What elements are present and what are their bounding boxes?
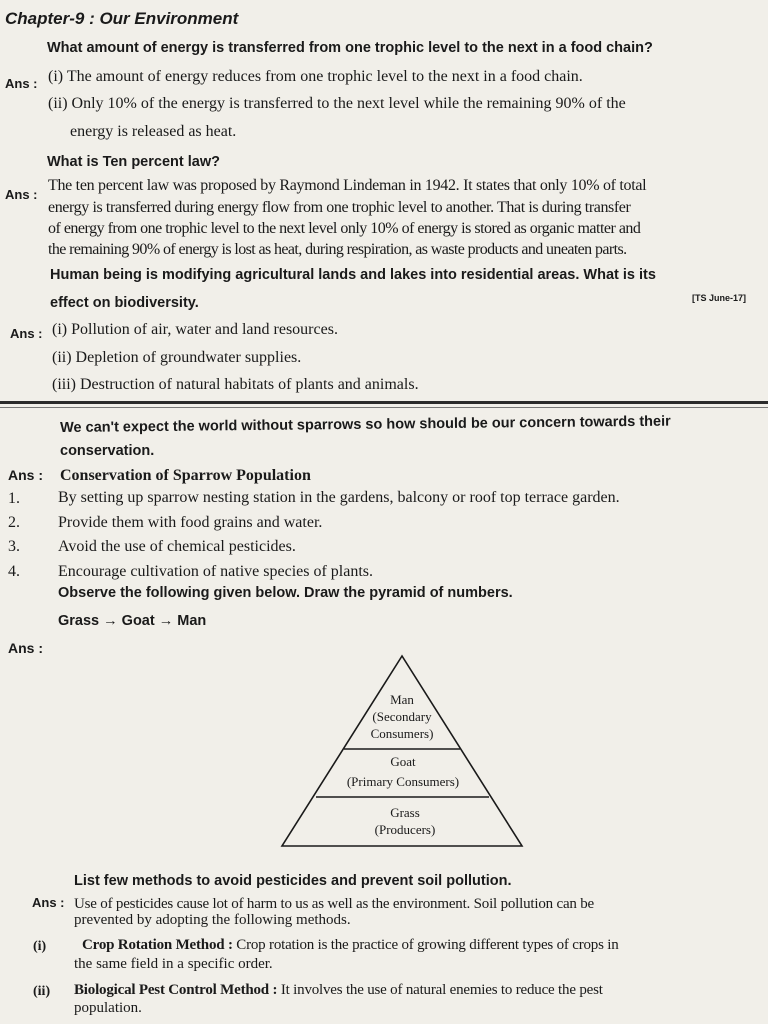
answer-line: prevented by adopting the following methods.	[74, 912, 351, 928]
answer-label: Ans :	[8, 467, 43, 483]
answer-line: Use of pesticides cause lot of harm to us as well as the environment. Soil pollution can be	[74, 896, 595, 912]
pyramid-top-sub: (Secondary	[372, 709, 432, 724]
answer-line: (ii) Depletion of groundwater supplies.	[52, 349, 302, 366]
answer-line: energy is released as heat.	[70, 123, 237, 140]
pyramid-top-label: Man	[390, 692, 414, 707]
method-title: Crop Rotation Method :	[82, 937, 233, 953]
method-crop-rotation	[82, 937, 619, 954]
question-biodiversity: Human being is modifying agricultural lands and lakes into residential areas. What is its	[50, 267, 656, 283]
answer-label: Ans :	[5, 76, 38, 91]
answer-line: energy is transferred during energy flow from one trophic level to another. That is during transfer	[48, 199, 631, 216]
method-number: (ii)	[33, 984, 51, 999]
answer-line: the same field in a specific order.	[74, 956, 273, 972]
list-item: Encourage cultivation of native species of plants.	[58, 563, 374, 580]
exam-tag: [TS June-17]	[692, 293, 747, 303]
method-text: It involves the use of natural enemies to reduce the pest	[277, 982, 603, 998]
pyramid-top-sub: Consumers)	[370, 726, 434, 741]
answer-label: Ans :	[10, 326, 43, 341]
list-number: 1.	[8, 490, 20, 507]
answer-line: The ten percent law was proposed by Raymond Lindeman in 1942. It states that only 10% of total	[48, 177, 647, 194]
list-number: 2.	[8, 514, 20, 531]
answer-line: (iii) Destruction of natural habitats of plants and animals.	[52, 376, 419, 393]
answer-label: Ans :	[8, 640, 43, 656]
pyramid-bottom-label: Grass	[390, 805, 420, 820]
pyramid-middle-label: Goat	[390, 754, 416, 769]
food-chain: Grass → Goat → Man	[58, 613, 207, 629]
method-biological-control	[74, 982, 603, 999]
question-sparrows-cont: conservation.	[60, 443, 155, 459]
answer-line: (i) The amount of energy reduces from one trophic level to the next in a food chain.	[48, 68, 583, 85]
method-text: Crop rotation is the practice of growing different types of crops in	[232, 937, 619, 953]
answer-line: of energy from one trophic level to the next level only 10% of energy is stored as organic matter and	[48, 220, 641, 237]
answer-line: the remaining 90% of energy is lost as heat, during respiration, as waste products and uneaten parts.	[48, 241, 627, 258]
list-number: 3.	[8, 538, 20, 555]
method-title: Biological Pest Control Method :	[74, 982, 278, 998]
question-sparrows: We can't expect the world without sparrows so how should be our concern towards their	[60, 413, 671, 436]
answer-line: (ii) Only 10% of the energy is transferred to the next level while the remaining 90% of the	[48, 95, 626, 112]
pyramid-middle-sub: (Primary Consumers)	[346, 774, 460, 789]
list-item: Avoid the use of chemical pesticides.	[58, 538, 296, 555]
answer-label: Ans :	[32, 895, 65, 910]
answer-heading: Conservation of Sparrow Population	[60, 467, 311, 484]
answer-line: population.	[74, 1000, 142, 1016]
chapter-title: Chapter-9 : Our Environment	[5, 9, 239, 28]
question-pesticides: List few methods to avoid pesticides and prevent soil pollution.	[74, 873, 512, 889]
question-energy-transfer: What amount of energy is transferred from one trophic level to the next in a food chain?	[47, 40, 653, 56]
answer-label: Ans :	[5, 187, 38, 202]
pyramid-bottom-sub: (Producers)	[374, 822, 436, 837]
question-ten-percent-law: What is Ten percent law?	[47, 154, 220, 170]
list-item: Provide them with food grains and water.	[58, 514, 323, 531]
answer-line: (i) Pollution of air, water and land resources.	[52, 321, 338, 338]
list-number: 4.	[8, 563, 20, 580]
question-biodiversity-cont: effect on biodiversity.	[50, 295, 199, 311]
list-item: By setting up sparrow nesting station in the gardens, balcony or roof top terrace garden.	[58, 489, 620, 506]
method-number: (i)	[33, 939, 47, 954]
question-pyramid: Observe the following given below. Draw the pyramid of numbers.	[58, 585, 513, 601]
